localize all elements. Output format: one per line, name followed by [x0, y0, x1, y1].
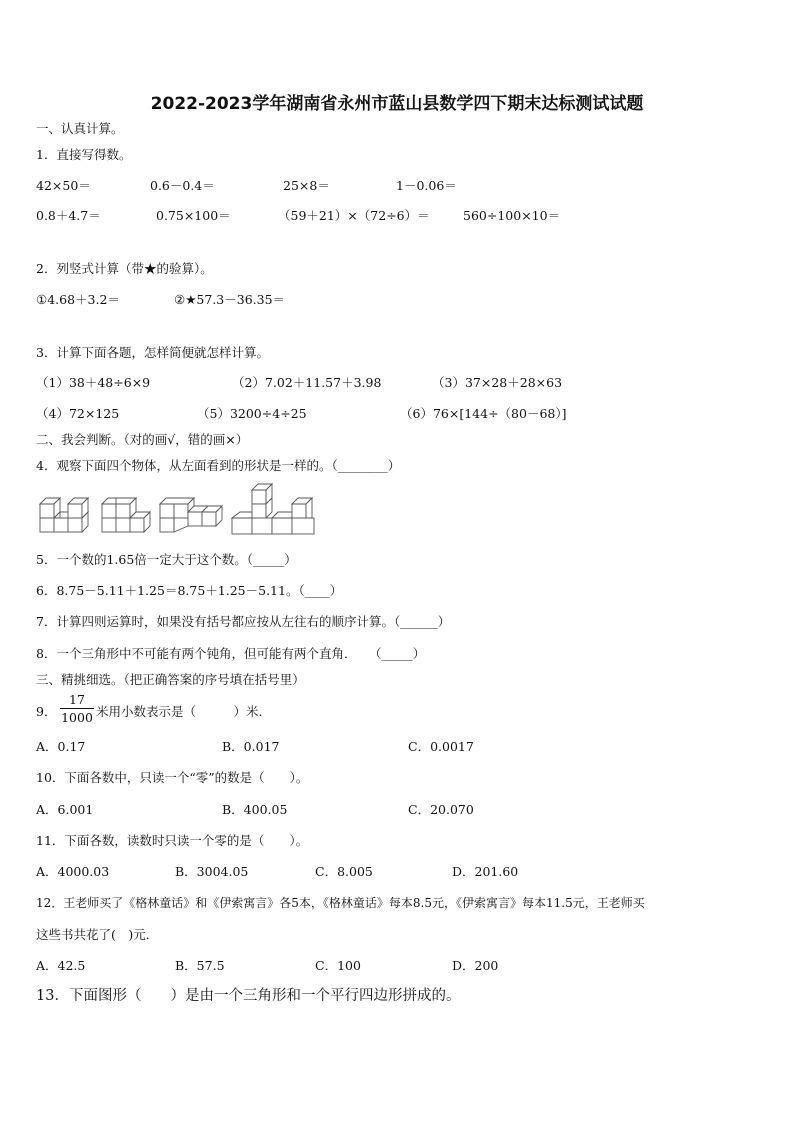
question-13: 13．下面图形（ ）是由一个三角形和一个平行四边形拼成的。	[36, 988, 461, 1004]
question-7: 7．计算四则运算时，如果没有括号都应按从左往右的顺序计算。（______）	[36, 614, 451, 629]
q12-option-d: D．200	[452, 958, 499, 973]
question-8: 8．一个三角形中不可能有两个钝角，但可能有两个直角． （_____）	[36, 646, 426, 661]
q3-item-3: （3）37×28＋28×63	[432, 375, 563, 390]
q3-item-4: （4）72×125	[36, 406, 120, 421]
q3-item-6: （6）76×[144÷（80－68）]	[400, 406, 567, 421]
q2-item-2: ②★57.3－36.35＝	[174, 292, 286, 307]
q1-item-7: （59＋21）×（72÷6）＝	[278, 208, 430, 223]
question-4: 4．观察下面四个物体，从左面看到的形状是一样的。（________）	[36, 458, 401, 473]
q3-item-2: （2）7.02＋11.57＋3.98	[232, 375, 382, 390]
q9-option-a: A．0.17	[36, 739, 86, 754]
page-title: 2022-2023学年湖南省永州市蓝山县数学四下期末达标测试试题	[150, 94, 644, 114]
q3-item-5: （5）3200÷4÷25	[197, 406, 307, 421]
fraction-17-1000	[60, 692, 94, 725]
cube-figure-2	[102, 498, 150, 532]
q1-item-1: 42×50＝	[36, 178, 91, 193]
q11-option-a: A．4000.03	[36, 864, 110, 879]
q1-item-8: 560÷100×10＝	[463, 208, 561, 223]
question-1-title: 1．直接写得数。	[36, 147, 132, 162]
q9-option-c: C．0.0017	[408, 739, 474, 754]
question-10-title: 10．下面各数中，只读一个“零”的数是（ ）。	[36, 770, 309, 785]
q2-item-1: ①4.68＋3.2＝	[36, 292, 120, 307]
cube-figure-1	[40, 498, 88, 532]
q1-item-6: 0.75×100＝	[156, 208, 231, 223]
question-9-number: 9．	[36, 704, 57, 719]
q10-option-b: B．400.05	[222, 802, 288, 817]
q9-option-b: B．0.017	[222, 739, 280, 754]
q10-option-c: C．20.070	[408, 802, 474, 817]
fraction-numerator: 17	[69, 692, 85, 707]
question-12-line-2: 这些书共花了( )元．	[36, 927, 159, 942]
q1-item-3: 25×8＝	[283, 178, 330, 193]
cube-figure-4	[232, 484, 314, 534]
question-12-line-1: 12．王老师买了《格林童话》和《伊索寓言》各5本，《格林童话》每本8.5元，《伊索寓言》每本11.5元，王老师买	[36, 896, 645, 910]
q10-option-a: A．6.001	[36, 802, 94, 817]
q3-item-1: （1）38＋48÷6×9	[36, 375, 151, 390]
question-6: 6．8.75－5.11＋1.25＝8.75＋1.25－5.11。（____）	[36, 583, 343, 598]
section-heading-2: 二、我会判断。（对的画√，错的画×）	[36, 432, 249, 447]
q1-item-5: 0.8＋4.7＝	[36, 208, 101, 223]
q12-option-b: B．57.5	[175, 958, 225, 973]
q11-option-c: C．8.005	[315, 864, 373, 879]
question-9-text: 米用小数表示是（ ）米.	[96, 704, 263, 719]
section-heading-1: 一、认真计算。	[36, 121, 124, 136]
q12-option-a: A．42.5	[36, 958, 86, 973]
q1-item-2: 0.6－0.4＝	[150, 178, 215, 193]
q11-option-b: B．3004.05	[175, 864, 249, 879]
cube-figure-3	[160, 498, 222, 532]
q1-item-4: 1－0.06＝	[396, 178, 457, 193]
cube-figures	[36, 482, 326, 542]
question-5: 5．一个数的1.65倍一定大于这个数。（_____）	[36, 552, 297, 567]
q12-option-c: C．100	[315, 958, 361, 973]
question-11-title: 11．下面各数，读数时只读一个零的是（ ）。	[36, 833, 309, 848]
question-2-title: 2．列竖式计算（带★的验算）。	[36, 261, 213, 276]
section-heading-3: 三、精挑细选。（把正确答案的序号填在括号里）	[36, 672, 305, 687]
question-3-title: 3．计算下面各题，怎样简便就怎样计算。	[36, 345, 269, 360]
fraction-denominator: 1000	[61, 710, 93, 725]
q11-option-d: D．201.60	[452, 864, 519, 879]
